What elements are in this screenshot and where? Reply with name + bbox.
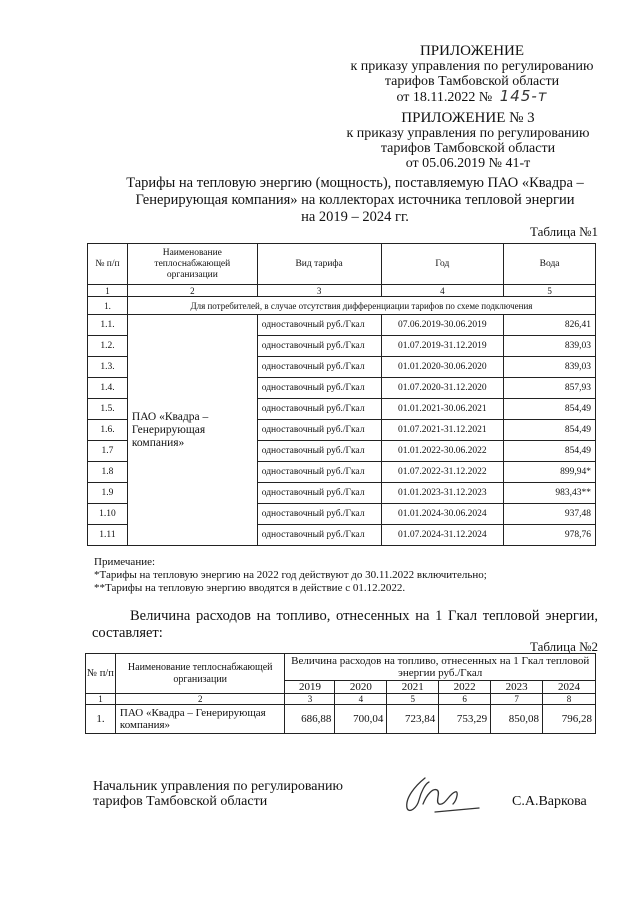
t2-header-fuel: Величина расходов на топливо, отнесенных на 1 Гкал тепловой энергии руб./Гкал bbox=[285, 654, 596, 681]
row-value: 826,41 bbox=[504, 315, 596, 336]
header-year: Год bbox=[381, 244, 504, 285]
group-num: 1. bbox=[88, 297, 128, 315]
colnum: 4 bbox=[381, 285, 504, 297]
appendix-line2: тарифов Тамбовской области bbox=[384, 74, 560, 89]
main-title bbox=[100, 175, 610, 226]
appendix3-block bbox=[318, 111, 618, 171]
fuel-table bbox=[85, 653, 596, 734]
appendix-title: ПРИЛОЖЕНИЕ bbox=[419, 43, 525, 59]
group-text: Для потребителей, в случае отсутствия дифференциации тарифов по схеме подключения bbox=[127, 297, 595, 315]
row-type: одноставочный руб./Гкал bbox=[257, 504, 381, 525]
fuel-line2: составляет: bbox=[92, 625, 163, 641]
notes bbox=[94, 556, 614, 595]
colnum: 4 bbox=[335, 694, 387, 705]
t2-value: 850,08 bbox=[491, 705, 543, 734]
appendix3-title: ПРИЛОЖЕНИЕ № 3 bbox=[401, 110, 535, 126]
main-title-line2: Генерирующая компания» на коллекторах источника тепловой энергии bbox=[135, 192, 575, 208]
row-type: одноставочный руб./Гкал bbox=[257, 357, 381, 378]
row-num: 1.9 bbox=[88, 483, 128, 504]
year-cell: 2019 bbox=[285, 681, 335, 694]
appendix3-line3: от 05.06.2019 № 41-т bbox=[405, 156, 531, 171]
row-period: 01.01.2021-30.06.2021 bbox=[381, 399, 504, 420]
row-value: 854,49 bbox=[504, 441, 596, 462]
signature-line2: тарифов Тамбовской области bbox=[93, 794, 268, 809]
colnum: 3 bbox=[285, 694, 335, 705]
row-value: 839,03 bbox=[504, 357, 596, 378]
colnum: 8 bbox=[543, 694, 596, 705]
table1-label: Таблица №1 bbox=[529, 224, 598, 239]
row-num: 1.10 bbox=[88, 504, 128, 525]
table2-colnum-row bbox=[86, 694, 596, 705]
row-period: 01.01.2022-30.06.2022 bbox=[381, 441, 504, 462]
main-title-line3: на 2019 – 2024 гг. bbox=[301, 209, 409, 225]
t2-value: 723,84 bbox=[387, 705, 439, 734]
row-num: 1.2. bbox=[88, 336, 128, 357]
row-value: 983,43** bbox=[504, 483, 596, 504]
year-cell: 2024 bbox=[543, 681, 596, 694]
t2-row-org: ПАО «Квадра – Генерирующая компания» bbox=[115, 705, 285, 734]
row-period: 01.01.2023-31.12.2023 bbox=[381, 483, 504, 504]
row-value: 854,49 bbox=[504, 399, 596, 420]
row-period: 01.07.2022-31.12.2022 bbox=[381, 462, 504, 483]
header-org: Наименование теплоснабжающей организации bbox=[127, 244, 257, 285]
row-num: 1.1. bbox=[88, 315, 128, 336]
t2-row-num: 1. bbox=[86, 705, 116, 734]
signature-icon bbox=[395, 768, 485, 820]
table1-header-row bbox=[88, 244, 596, 285]
appendix-line1: к приказу управления по регулированию bbox=[350, 59, 594, 74]
row-value: 857,93 bbox=[504, 378, 596, 399]
colnum: 5 bbox=[504, 285, 596, 297]
row-num: 1.11 bbox=[88, 525, 128, 546]
row-value: 854,49 bbox=[504, 420, 596, 441]
row-num: 1.8 bbox=[88, 462, 128, 483]
header-num: № п/п bbox=[88, 244, 128, 285]
colnum: 1 bbox=[88, 285, 128, 297]
row-num: 1.7 bbox=[88, 441, 128, 462]
signature-position bbox=[93, 779, 343, 809]
row-period: 01.07.2024-31.12.2024 bbox=[381, 525, 504, 546]
header-water: Вода bbox=[504, 244, 596, 285]
notes-title: Примечание: bbox=[94, 556, 156, 568]
row-type: одноставочный руб./Гкал bbox=[257, 462, 381, 483]
table2-header-row bbox=[86, 654, 596, 681]
t2-value: 686,88 bbox=[285, 705, 335, 734]
t2-header-org: Наименование теплоснабжающей организации bbox=[115, 654, 285, 694]
notes-line2: **Тарифы на тепловую энергию вводятся в действие с 01.12.2022. bbox=[94, 582, 406, 594]
colnum: 1 bbox=[86, 694, 116, 705]
appendix-line3 bbox=[322, 89, 622, 105]
row-value: 839,03 bbox=[504, 336, 596, 357]
row-num: 1.5. bbox=[88, 399, 128, 420]
year-cell: 2022 bbox=[439, 681, 491, 694]
row-type: одноставочный руб./Гкал bbox=[257, 441, 381, 462]
colnum: 7 bbox=[491, 694, 543, 705]
tariff-table bbox=[87, 243, 596, 546]
appendix3-line2: тарифов Тамбовской области bbox=[380, 141, 556, 156]
row-type: одноставочный руб./Гкал bbox=[257, 420, 381, 441]
row-value: 937,48 bbox=[504, 504, 596, 525]
fuel-line1: Величина расходов на топливо, отнесенных на 1 Гкал тепловой энергии, bbox=[130, 608, 598, 624]
colnum: 2 bbox=[127, 285, 257, 297]
year-cell: 2023 bbox=[491, 681, 543, 694]
row-type: одноставочный руб./Гкал bbox=[257, 525, 381, 546]
colnum: 6 bbox=[439, 694, 491, 705]
row-period: 01.07.2021-31.12.2021 bbox=[381, 420, 504, 441]
t2-value: 796,28 bbox=[543, 705, 596, 734]
table1-group-row bbox=[88, 297, 596, 315]
table2-label: Таблица №2 bbox=[529, 639, 598, 654]
row-value: 899,94* bbox=[504, 462, 596, 483]
row-num: 1.6. bbox=[88, 420, 128, 441]
row-type: одноставочный руб./Гкал bbox=[257, 336, 381, 357]
signature-line1: Начальник управления по регулированию bbox=[93, 779, 343, 794]
table1-colnum-row bbox=[88, 285, 596, 297]
row-type: одноставочный руб./Гкал bbox=[257, 483, 381, 504]
row-value: 978,76 bbox=[504, 525, 596, 546]
t2-value: 700,04 bbox=[335, 705, 387, 734]
row-type: одноставочный руб./Гкал bbox=[257, 378, 381, 399]
row-period: 01.07.2019-31.12.2019 bbox=[381, 336, 504, 357]
row-type: одноставочный руб./Гкал bbox=[257, 399, 381, 420]
t2-value: 753,29 bbox=[439, 705, 491, 734]
row-num: 1.3. bbox=[88, 357, 128, 378]
row-num: 1.4. bbox=[88, 378, 128, 399]
appendix3-line1: к приказу управления по регулированию bbox=[346, 126, 590, 141]
signature-name: С.А.Варкова bbox=[512, 794, 587, 809]
header-type: Вид тарифа bbox=[257, 244, 381, 285]
year-cell: 2021 bbox=[387, 681, 439, 694]
table-row bbox=[88, 315, 596, 336]
row-period: 07.06.2019-30.06.2019 bbox=[381, 315, 504, 336]
row-type: одноставочный руб./Гкал bbox=[257, 315, 381, 336]
t2-header-num: № п/п bbox=[86, 654, 116, 694]
notes-line1: *Тарифы на тепловую энергию на 2022 год действуют до 30.11.2022 включительно; bbox=[94, 569, 487, 581]
row-period: 01.07.2020-31.12.2020 bbox=[381, 378, 504, 399]
colnum: 3 bbox=[257, 285, 381, 297]
row-period: 01.01.2020-30.06.2020 bbox=[381, 357, 504, 378]
main-title-line1: Тарифы на тепловую энергию (мощность), поставляемую ПАО «Квадра – bbox=[126, 175, 584, 191]
org-name: ПАО «Квадра – Генерирующая компания» bbox=[127, 315, 257, 546]
appendix-block bbox=[322, 44, 622, 105]
colnum: 5 bbox=[387, 694, 439, 705]
fuel-paragraph bbox=[92, 608, 598, 642]
handwritten-number: 145-т bbox=[499, 87, 548, 105]
table-row bbox=[86, 705, 596, 734]
year-cell: 2020 bbox=[335, 681, 387, 694]
appendix-date: от 18.11.2022 № bbox=[396, 90, 493, 105]
row-period: 01.01.2024-30.06.2024 bbox=[381, 504, 504, 525]
colnum: 2 bbox=[115, 694, 285, 705]
